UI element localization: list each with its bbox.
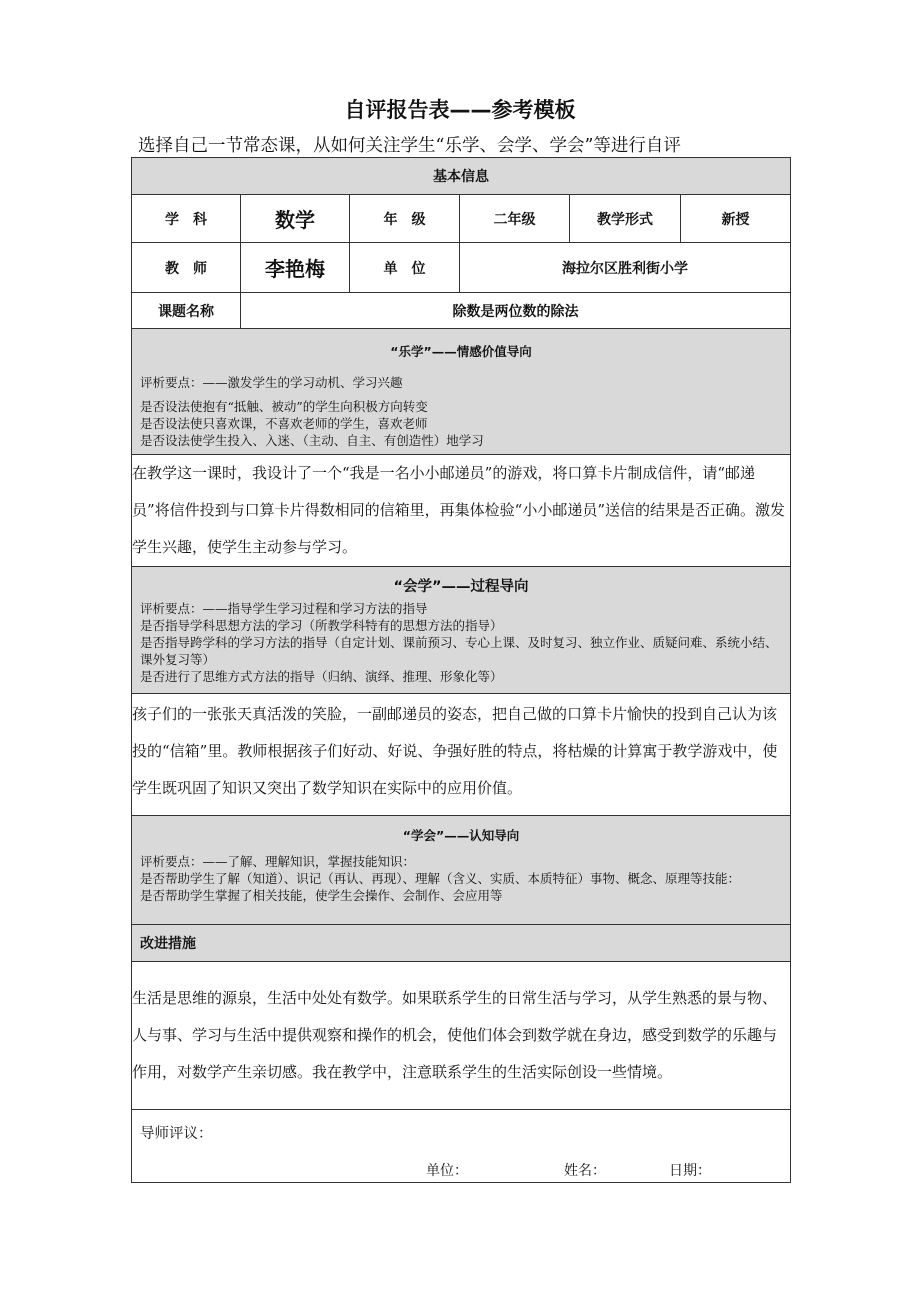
improve-header: 改进措施: [132, 925, 791, 962]
huixue-section: [132, 567, 791, 694]
subject-value: 数学: [241, 195, 350, 243]
huixue-item: 是否指导跨学科的学习方法的指导（自定计划、课前预习、专心上课、及时复习、独立作业、质疑问难、系统小结、课外复习等）: [140, 635, 778, 667]
huixue-response: 孩子们的一张张天真活泼的笑脸，一副邮递员的姿态，把自己做的口算卡片愉快的投到自己认为该投的“信箱”里。教师根据孩子们好动、好说、争强好胜的特点，将枯燥的计算寓于教学游戏中，使学生既巩固了知识又突出了数学知识在实际中的应用价值。: [132, 694, 791, 816]
page-subtitle: 选择自己一节常态课，从如何关注学生“乐学、会学、学会”等进行自评: [138, 136, 681, 156]
lexue-point: 评析要点：——激发学生的学习动机、学习兴趣: [140, 375, 403, 390]
form-label: 教学形式: [570, 195, 681, 243]
mentor-label: 导师评议：: [140, 1126, 213, 1142]
subject-label: 学 科: [132, 195, 241, 243]
lexue-section: [132, 329, 791, 455]
lexue-response: 在教学这一课时，我设计了一个“我是一名小小邮递员”的游戏，将口算卡片制成信件，请“邮递员”将信件投到与口算卡片得数相同的信箱里，再集体检验“小小邮递员”送信的结果是否正确。激发学生兴趣，使学生主动参与学习。: [132, 455, 791, 567]
improve-response: 生活是思维的源泉，生活中处处有数学。如果联系学生的日常生活与学习，从学生熟悉的景与物、人与事、学习与生活中提供观察和操作的机会，使他们体会到数学就在身边，感受到数学的乐趣与作用，对数学产生亲切感。我在教学中，注意联系学生的生活实际创设一些情境。: [132, 962, 791, 1110]
teacher-label: 教 师: [132, 243, 241, 293]
lexue-item: 是否设法使只喜欢课，不喜欢老师的学生，喜欢老师: [140, 416, 428, 431]
page-title: 自评报告表——参考模板: [344, 98, 576, 122]
topic-value: 除数是两位数的除法: [241, 293, 791, 329]
mentor-name-label: 姓名：: [564, 1163, 606, 1179]
form-value: 新授: [681, 195, 791, 243]
unit-value: 海拉尔区胜利街小学: [460, 243, 791, 293]
lexue-header: “乐学”——情感价值导向: [390, 344, 532, 359]
mentor-unit-label: 单位：: [426, 1163, 468, 1179]
huixue-item: 是否指导学科思想方法的学习（所教学科特有的思想方法的指导）: [140, 618, 503, 633]
huixue-item: 是否进行了思维方式方法的指导（归纳、演绎、推理、形象化等）: [140, 669, 503, 684]
basic-info-header: 基本信息: [132, 158, 791, 195]
grade-label: 年 级: [350, 195, 460, 243]
mentor-section: [132, 1110, 791, 1183]
mentor-date-label: 日期：: [669, 1163, 711, 1179]
xuehui-section: [132, 816, 791, 925]
xuehui-item: 是否帮助学生掌握了相关技能，使学生会操作、会制作、会应用等: [140, 888, 503, 903]
self-evaluation-table: [131, 157, 791, 1183]
xuehui-point: 评析要点：——了解、理解知识，掌握技能知识：: [140, 854, 416, 869]
grade-value: 二年级: [460, 195, 570, 243]
lexue-item: 是否设法使抱有“抵触、被动”的学生向积极方向转变: [140, 399, 428, 414]
xuehui-header: “学会”——认知导向: [402, 828, 520, 843]
unit-label: 单 位: [350, 243, 460, 293]
huixue-header: “会学”——过程导向: [393, 579, 529, 595]
lexue-item: 是否设法使学生投入、入迷、（主动、自主、有创造性）地学习: [140, 433, 484, 448]
topic-label: 课题名称: [132, 293, 241, 329]
xuehui-item: 是否帮助学生了解（知道）、识记（再认、再现）、理解（含义、实质、本质特征）事物、概念、原理等技能：: [140, 871, 741, 886]
teacher-value: 李艳梅: [241, 243, 350, 293]
huixue-point: 评析要点：——指导学生学习过程和学习方法的指导: [140, 601, 428, 616]
